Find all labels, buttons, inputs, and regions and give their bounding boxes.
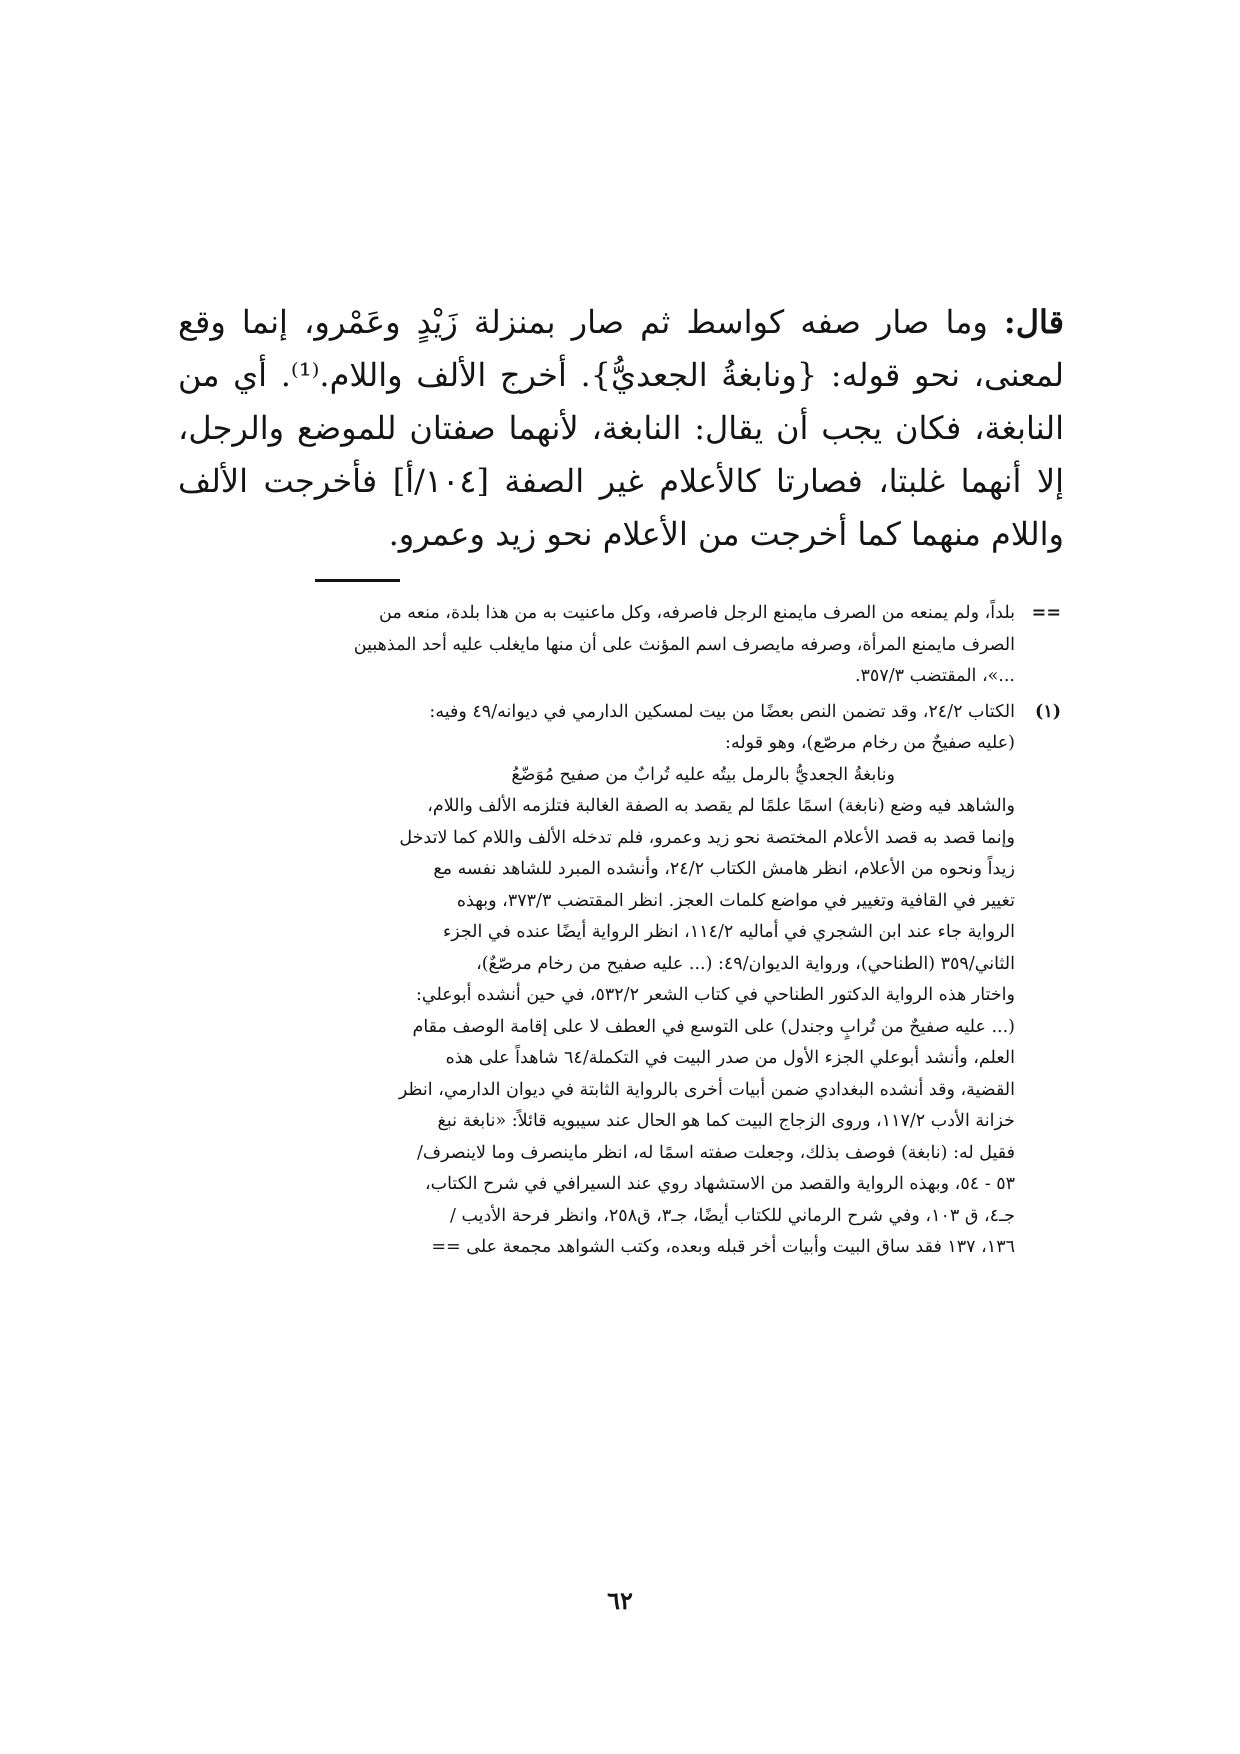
footnote-line: الثاني/٣٥٩ (الطناحي)، ورواية الديوان/٤٩: (... عليه صفيح من رخام مرصّعٌ)، (476, 953, 1015, 974)
footnote-continued (181, 598, 1061, 693)
footnote-line: (... عليه صفيحٌ من تُرابٍ وجندل) على التوسع في العطف لا على إقامة الوصف مقام (412, 1016, 1015, 1037)
footnote-line: العلم، وأنشد أبوعلي الجزء الأول من صدر البيت في التكملة/٦٤ شاهداً على هذه (445, 1048, 1015, 1068)
main-body-text: وما صار صفه كواسط ثم صار بمنزلة زَيْدٍ وعَمْرو، إنما وقع لمعنى، نحو قوله: {ونابغةُ الجعديُّ}. أخرج الألف واللام.⁽¹⁾. أي من النابغة، فكان يجب أن يقال: النابغة، لأنهما صفتان للموضع والرجل، إلا أنهما غلبتا، فصارتا كالأعلام غير الصفة [١٠٤/أ] فأخرجت الألف واللام منهما كما أخرجت من الأعلام نحو زيد وعمرو. (178, 303, 1065, 553)
footnote-line: تغيير في القافية وتغيير في مواضع كلمات العجز. انظر المقتضب ٣٧٣/٣، وبهذه (456, 890, 1015, 911)
footnotes-section (181, 598, 1061, 1264)
footnote-line: ٥٣ - ٥٤، وبهذه الرواية والقصد من الاستشهاد روي عند السيرافي في شرح الكتاب، (424, 1174, 1015, 1194)
footnote-continued-marker: == (1031, 603, 1061, 623)
footnote-line: ...»، المقتضب ٣٥٧/٣. (854, 666, 1015, 686)
footnote-line: الكتاب ٢٤/٢، وقد تضمن النص بعضًا من بيت لمسكين الدارمي في ديوانه/٤٩ وفيه: (429, 701, 1015, 722)
main-paragraph (178, 296, 1064, 561)
footnote-line: (عليه صفيحٌ من رخام مرصّع)، وهو قوله: (725, 733, 1015, 753)
footnote-line: زيداً ونحوه من الأعلام، انظر هامش الكتاب ٢٤/٢، وأنشده المبرد للشاهد نفسه مع (433, 859, 1015, 879)
footnote-1 (181, 697, 1061, 1264)
footnote-line: الصرف مايمنع المرأة، وصرفه مايصرف اسم المؤنث على أن منها مايغلب عليه أحد المذهبين (353, 634, 1015, 655)
footnote-line: فقيل له: (نابغة) فوصف بذلك، وجعلت صفته اسمًا له، انظر ماينصرف وما لاينصرف/ (417, 1142, 1015, 1163)
footnote-line: والشاهد فيه وضع (نابغة) اسمًا علمًا لم يقصد به الصفة الغالبة فتلزمه الألف واللام، (427, 796, 1015, 816)
page-number: ٦٢ (607, 1586, 633, 1615)
footnote-line-continues: ١٣٦، ١٣٧ فقد ساق البيت وأبيات أخر قبله وبعده، وكتب الشواهد مجمعة على == (431, 1237, 1015, 1257)
footnote-line: بلداً، ولم يمنعه من الصرف مايمنع الرجل فاصرفه، وكل ماعنيت به من هذا بلدة، منعه من (379, 603, 1015, 623)
footnote-line: القضية، وقد أنشده البغدادي ضمن أبيات أخرى بالرواية الثابتة في ديوان الدارمي، انظر (398, 1079, 1015, 1100)
footnote-line: وإنما قصد به قصد الأعلام المختصة نحو زيد وعمرو، فلم تدخله الألف واللام كما لاتدخل (399, 827, 1015, 848)
lead-word: قال: (1003, 303, 1065, 341)
footnote-1-marker: (١) (1035, 701, 1061, 722)
footnote-line: الرواية جاء عند ابن الشجري في أماليه ١١٤/٢، انظر الرواية أيضًا عنده في الجزء (442, 922, 1015, 942)
footnote-line: واختار هذه الرواية الدكتور الطناحي في كتاب الشعر ٥٣٢/٢، في حين أنشده أبوعلي: (416, 985, 1015, 1005)
footnote-verse-line: ونابغةُ الجعديُّ بالرمل بيتُه عليه تُرابٌ من صفيح مُوَضّعُ (511, 764, 895, 785)
footnote-line: خزانة الأدب ١١٧/٢، وروى الزجاج البيت كما هو الحال عند سيبويه قائلاً: «نابغة نبغ (437, 1111, 1015, 1131)
footnote-separator (315, 579, 400, 582)
footnote-line: جـ٤، ق ١٠٣، وفي شرح الرماني للكتاب أيضًا، جـ٣، ق٢٥٨، وانظر فرحة الأديب / (450, 1205, 1015, 1226)
